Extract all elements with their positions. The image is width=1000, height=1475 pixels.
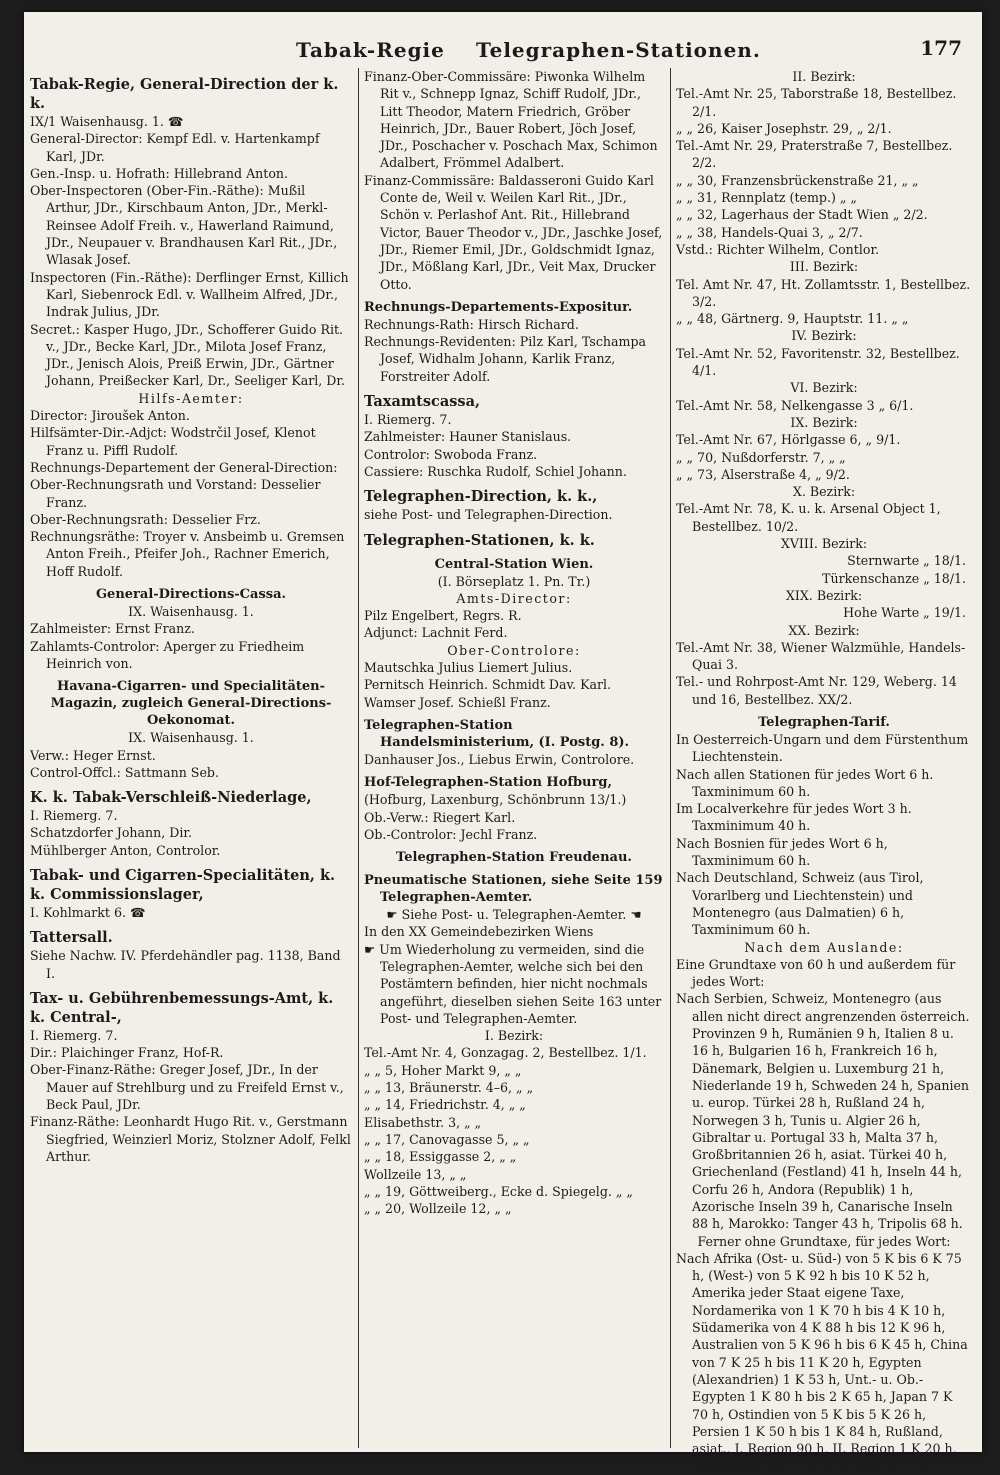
column-left: [30, 68, 352, 1165]
entry-line: IX. Bezirk:: [790, 414, 858, 430]
entry-line: Nach allen Stationen für jedes Wort 6 h. Taxminimum 60 h.: [676, 766, 934, 799]
column-divider: [670, 68, 671, 1448]
entry-line: „ „ 17, Canovagasse 5, „ „: [364, 1131, 530, 1147]
entry-line: XX. Bezirk:: [788, 622, 860, 638]
entry-heading: Central-Station Wien.: [434, 556, 594, 572]
entry-line: I. Bezirk:: [484, 1028, 544, 1044]
entry-heading: Taxamtscassa,: [364, 393, 481, 411]
entry-line: Gen.-Insp. u. Hofrath: Hillebrand Anton.: [30, 165, 289, 181]
entry-line: Hilfs-Aemter:: [138, 390, 244, 406]
entry-line: Danhauser Jos., Liebus Erwin, Controlore.: [364, 751, 635, 767]
running-head-center: Telegraphen-Stationen.: [476, 38, 761, 62]
directory-page: [24, 12, 982, 1474]
running-head-left: Tabak-Regie: [296, 38, 445, 62]
entry-line: „ „ 31, Rennplatz (temp.) „ „: [676, 190, 857, 206]
entry-heading: Rechnungs-Departements-Expositur.: [364, 299, 633, 315]
entry-line: General-Director: Kempf Edl. v. Hartenkampf Karl, JDr.: [30, 131, 320, 164]
entry-line: Cassiere: Ruschka Rudolf, Schiel Johann.: [364, 463, 627, 479]
entry-line: „ „ 20, Wollzeile 12, „ „: [364, 1201, 512, 1217]
entry-line: Mühlberger Anton, Controlor.: [30, 842, 221, 858]
entry-line: Tel. Amt Nr. 47, Ht. Zollamtsstr. 1, Bestellbez. 3/2.: [676, 276, 971, 309]
entry-line: VI. Bezirk:: [790, 380, 858, 396]
entry-line: Dir.: Plaichinger Franz, Hof-R.: [30, 1045, 224, 1061]
entry-line: Elisabethstr. 3, „ „: [364, 1114, 482, 1130]
entry-line: Mautschka Julius Liemert Julius.: [364, 660, 573, 676]
entry-heading: General-Directions-Cassa.: [95, 587, 287, 603]
entry-line: Verw.: Heger Ernst.: [30, 747, 156, 763]
entry-line: In Oesterreich-Ungarn und dem Fürstenthum Liechtenstein.: [676, 731, 969, 765]
entry-line: Schatzdorfer Johann, Dir.: [30, 825, 193, 841]
entry-line: „ „ 5, Hoher Markt 9, „ „: [364, 1062, 522, 1078]
entry-line: III. Bezirk:: [789, 259, 859, 275]
entry-heading: Telegraphen-Station Handelsministerium, (I. Postg. 8).: [364, 717, 630, 750]
entry-line: IX. Waisenhausg. 1.: [128, 730, 254, 746]
entry-line: Director: Jiroušek Anton.: [30, 408, 190, 424]
entry-line: „ „ 73, Alserstraße 4, „ 9/2.: [676, 466, 850, 482]
entry-line: „ „ 38, Handels-Quai 3, „ 2/7.: [676, 224, 863, 240]
entry-line: X. Bezirk:: [792, 484, 856, 500]
entry-line: Im Localverkehre für jedes Wort 3 h. Taxminimum 40 h.: [676, 801, 912, 834]
entry-line: Hilfsämter-Dir.-Adjct: Wodstrčil Josef, Klenot Franz u. Piffl Rudolf.: [30, 425, 316, 458]
entry-line: „ „ 26, Kaiser Josephstr. 29, „ 2/1.: [676, 120, 892, 136]
page-header: [24, 12, 982, 62]
entry-line: Sternwarte „ 18/1.: [847, 553, 966, 569]
entry-line: Controlor: Swoboda Franz.: [364, 446, 538, 462]
entry-line: Wamser Josef. Schießl Franz.: [364, 694, 551, 710]
entry-line: IX. Waisenhausg. 1.: [128, 604, 254, 620]
entry-line: Ober-Controlore:: [447, 642, 581, 658]
entry-line: Tel.-Amt Nr. 58, Nelkengasse 3 „ 6/1.: [676, 397, 914, 413]
entry-line: I. Riemerg. 7.: [30, 1027, 118, 1043]
entry-heading: Telegraphen-Stationen, k. k.: [364, 531, 595, 549]
entry-line: Nach Afrika (Ost- u. Süd-) von 5 K bis 6 K 75 h, (West-) von 5 K 92 h bis 10 K 52 h, Amerika jeder Staat eigene Taxe, Nordamerika von 1 K 70 h bis 4 K 10 h, Südamerika von 4 K 88 h bis 12 K 96 h, Australien von 5 K 96 h bis 6 K 45 h, China von 7 K 25 h bis 11 K 20 h, Egypten (Alexandrien) 1 K 53 h, Unt.- u. Ob.-Egypten 1 K 80 h bis 2 K 65 h, Japan 7 K 70 h, Ostindien von 5 K bis 5 K 26 h, Persien 1 K 50 h bis 1 K 84 h, Rußland, asiat., I. Region 90 h, II. Region 1 K 20 h, Westindien von 2 K 55 h bis 9 K 75 h.: [676, 1250, 968, 1474]
entry-line: Zahlmeister: Hauner Stanislaus.: [364, 429, 572, 445]
entry-line: Finanz-Räthe: Leonhardt Hugo Rit. v., Gerstmann Siegfried, Weinzierl Moriz, Stolzner Adolf, Felkl Arthur.: [30, 1114, 351, 1164]
entry-line: Finanz-Commissäre: Baldasseroni Guido Karl Conte de, Weil v. Weilen Karl Rit., JDr., Schön v. Perlashof Ant. Rit., Hillebrand Victor, Bauer Theodor v., JDr., Jaschke Josef, JDr., Riemer Emil, JDr., Goldschmidt Ignaz, JDr., Mößlang Karl, JDr., Veit Max, Drucker Otto.: [364, 172, 663, 292]
entry-heading: K. k. Tabak-Verschleiß-Niederlage,: [30, 789, 312, 807]
entry-line: Zahlmeister: Ernst Franz.: [30, 621, 195, 637]
entry-line: Ober-Rechnungsrath: Desselier Frz.: [30, 511, 261, 527]
entry-heading: Tax- u. Gebührenbemessungs-Amt, k. k. Central-,: [30, 989, 334, 1026]
entry-line: Zahlamts-Controlor: Aperger zu Friedheim Heinrich von.: [30, 638, 305, 671]
entry-line: Rechnungs-Departement der General-Direction:: [30, 459, 338, 475]
entry-line: Secret.: Kasper Hugo, JDr., Schofferer Guido Rit. v., JDr., Becke Karl, JDr., Milota Josef Franz, JDr., Jenisch Alois, Preiß Erwin, JDr., Gärtner Johann, Preißecker Karl, Dr., Seeliger Karl, Dr.: [30, 321, 346, 389]
entry-line: ☛ Um Wiederholung zu vermeiden, sind die Telegraphen-Aemter, welche sich bei den Postämtern befinden, hier nicht nochmals angeführt, dieselben siehen Seite 163 unter Post- und Telegraphen-Aemter.: [364, 941, 662, 1026]
entry-line: Vstd.: Richter Wilhelm, Contlor.: [676, 241, 880, 257]
column-divider: [358, 68, 359, 1448]
entry-heading: Pneumatische Stationen, siehe Seite 159 Telegraphen-Aemter.: [364, 873, 663, 906]
entry-line: „ „ 48, Gärtnerg. 9, Hauptstr. 11. „ „: [676, 311, 909, 327]
entry-line: Nach Serbien, Schweiz, Montenegro (aus allen nicht direct angrenzenden österreich. Provinzen 9 h, Rumänien 9 h, Italien 8 u. 16 h, Bulgarien 16 h, Frankreich 16 h, Dänemark, Belgien u. Luxemburg 21 h, Niederlande 19 h, Schweden 24 h, Spanien u. europ. Türkei 28 h, Rußland 24 h, Norwegen 3 h, Tunis u. Algier 26 h, Gibraltar u. Portugal 33 h, Malta 37 h, Großbritannien 26 h, asiat. Türkei 40 h, Griechenland (Festland) 41 h, Inseln 44 h, Corfu 26 h, Andora (Republik) 1 h, Azorische Inseln 39 h, Canarische Inseln 88 h, Marokko: Tanger 43 h, Tripolis 68 h.: [676, 991, 970, 1232]
entry-line: Tel.-Amt Nr. 67, Hörlgasse 6, „ 9/1.: [676, 432, 901, 448]
entry-line: Türkenschanze „ 18/1.: [822, 570, 966, 586]
entry-line: I. Kohlmarkt 6. ☎: [30, 904, 146, 920]
entry-line: IV. Bezirk:: [791, 328, 857, 344]
entry-line: Ferner ohne Grundtaxe, für jedes Wort:: [697, 1233, 951, 1249]
entry-line: Siehe Nachw. IV. Pferdehändler pag. 1138, Band I.: [30, 948, 341, 981]
entry-line: I. Riemerg. 7.: [30, 808, 118, 824]
page-number: 177: [920, 36, 962, 60]
entry-line: Tel.-Amt Nr. 38, Wiener Walzmühle, Handels-Quai 3.: [676, 639, 966, 673]
entry-heading: Havana-Cigarren- und Specialitäten-Magazin, zugleich General-Directions-Oekonomat.: [50, 679, 332, 729]
entry-line: „ „ 18, Essiggasse 2, „ „: [364, 1149, 517, 1165]
entry-heading: Tabak- und Cigarren-Specialitäten, k. k. Commissionslager,: [30, 866, 336, 903]
entry-line: I. Riemerg. 7.: [364, 412, 452, 428]
entry-line: ☛ Siehe Post- u. Telegraphen-Aemter. ☚: [386, 907, 642, 923]
entry-heading: Tattersall.: [30, 929, 113, 947]
entry-line: (Hofburg, Laxenburg, Schönbrunn 13/1.): [364, 792, 627, 808]
entry-line: (I. Börseplatz 1. Pn. Tr.): [437, 573, 591, 589]
entry-line: „ „ 19, Göttweiberg., Ecke d. Spiegelg. „ „: [364, 1183, 633, 1199]
entry-line: Ob.-Verw.: Riegert Karl.: [364, 809, 516, 825]
entry-line: Nach dem Auslande:: [744, 939, 904, 955]
entry-line: XVIII. Bezirk:: [780, 536, 868, 552]
entry-heading: Hof-Telegraphen-Station Hofburg,: [364, 775, 612, 791]
entry-line: Pernitsch Heinrich. Schmidt Dav. Karl.: [364, 677, 612, 693]
entry-line: Rechnungs-Rath: Hirsch Richard.: [364, 316, 579, 332]
entry-line: „ „ 14, Friedrichstr. 4, „ „: [364, 1097, 526, 1113]
entry-line: Rechnungsräthe: Troyer v. Ansbeimb u. Gremsen Anton Freih., Pfeifer Joh., Rachner Emerich, Hoff Rudolf.: [30, 529, 345, 579]
entry-line: Tel.-Amt Nr. 4, Gonzagag. 2, Bestellbez. 1/1.: [364, 1045, 647, 1061]
entry-line: Hohe Warte „ 19/1.: [843, 605, 966, 621]
entry-line: Finanz-Ober-Commissäre: Piwonka Wilhelm Rit v., Schnepp Ignaz, Schiff Rudolf, JDr., Litt Theodor, Matern Friedrich, Gröber Heinrich, JDr., Bauer Robert, Jöch Josef, JDr., Poschacher v. Poschach Max, Schimon Adalbert, Frömmel Adalbert.: [364, 69, 658, 171]
entry-line: IX/1 Waisenhausg. 1. ☎: [30, 114, 184, 129]
entry-line: Inspectoren (Fin.-Räthe): Derflinger Ernst, Killich Karl, Siebenrock Edl. v. Wallheim Alfred, JDr., Indrak Julius, JDr.: [30, 269, 349, 320]
entry-heading: Telegraphen-Direction, k. k.,: [364, 488, 598, 506]
entry-line: Ober-Inspectoren (Ober-Fin.-Räthe): Mußil Arthur, JDr., Kirschbaum Anton, JDr., Merkl-Reinsee Adolf Freih. v., Hawerland Raimund, JDr., Neupauer v. Brandhausen Karl Rit., JDr., Wlasak Josef.: [30, 183, 338, 268]
entry-line: Adjunct: Lachnit Ferd.: [364, 625, 508, 641]
entry-heading: Telegraphen-Tarif.: [758, 714, 890, 730]
entry-line: Tel.- und Rohrpost-Amt Nr. 129, Weberg. 14 und 16, Bestellbez. XX/2.: [676, 674, 957, 707]
entry-heading: Tabak-Regie, General-Direction der k. k.: [30, 76, 339, 112]
entry-line: Tel.-Amt Nr. 52, Favoritenstr. 32, Bestellbez. 4/1.: [676, 345, 960, 379]
entry-line: Ob.-Controlor: Jechl Franz.: [364, 826, 538, 842]
entry-line: II. Bezirk:: [792, 69, 856, 84]
entry-line: Eine Grundtaxe von 60 h und außerdem für jedes Wort:: [676, 956, 956, 990]
entry-line: Nach Deutschland, Schweiz (aus Tirol, Vorarlberg und Liechtenstein) und Montenegro (aus Dalmatien) 6 h, Taxminimum 60 h.: [676, 870, 924, 938]
entry-line: siehe Post- und Telegraphen-Direction.: [364, 507, 613, 523]
entry-line: XIX. Bezirk:: [785, 587, 863, 603]
column-middle: [364, 68, 664, 1217]
entry-line: Ober-Rechnungsrath und Vorstand: Desselier Franz.: [30, 477, 321, 510]
entry-line: Nach Bosnien für jedes Wort 6 h, Taxminimum 60 h.: [676, 835, 888, 869]
entry-line: „ „ 30, Franzensbrückenstraße 21, „ „: [676, 172, 919, 188]
entry-line: In den XX Gemeindebezirken Wiens: [364, 924, 594, 940]
entry-line: Pilz Engelbert, Regrs. R.: [364, 608, 522, 624]
entry-line: Control-Offcl.: Sattmann Seb.: [30, 764, 219, 780]
entry-line: „ „ 70, Nußdorferstr. 7, „ „: [676, 449, 846, 465]
entry-line: Ober-Finanz-Räthe: Greger Josef, JDr., In der Mauer auf Strehlburg und zu Freifeld Ernst v., Beck Paul, JDr.: [30, 1062, 344, 1113]
entry-line: Tel.-Amt Nr. 29, Praterstraße 7, Bestellbez. 2/2.: [676, 138, 953, 171]
column-right: [676, 68, 972, 1475]
entry-line: Amts-Director:: [456, 590, 572, 606]
entry-line: Rechnungs-Revidenten: Pilz Karl, Tschampa Josef, Widhalm Johann, Karlik Franz, Forstreiter Adolf.: [364, 334, 647, 384]
entry-line: „ „ 13, Bräunerstr. 4–6, „ „: [364, 1080, 534, 1096]
entry-line: Wollzeile 13, „ „: [364, 1166, 467, 1182]
entry-line: Tel.-Amt Nr. 78, K. u. k. Arsenal Object 1, Bestellbez. 10/2.: [676, 501, 941, 534]
entry-line: Tel.-Amt Nr. 25, Taborstraße 18, Bestellbez. 2/1.: [676, 86, 957, 119]
entry-line: „ „ 32, Lagerhaus der Stadt Wien „ 2/2.: [676, 207, 928, 223]
entry-heading: Telegraphen-Station Freudenau.: [396, 850, 632, 866]
